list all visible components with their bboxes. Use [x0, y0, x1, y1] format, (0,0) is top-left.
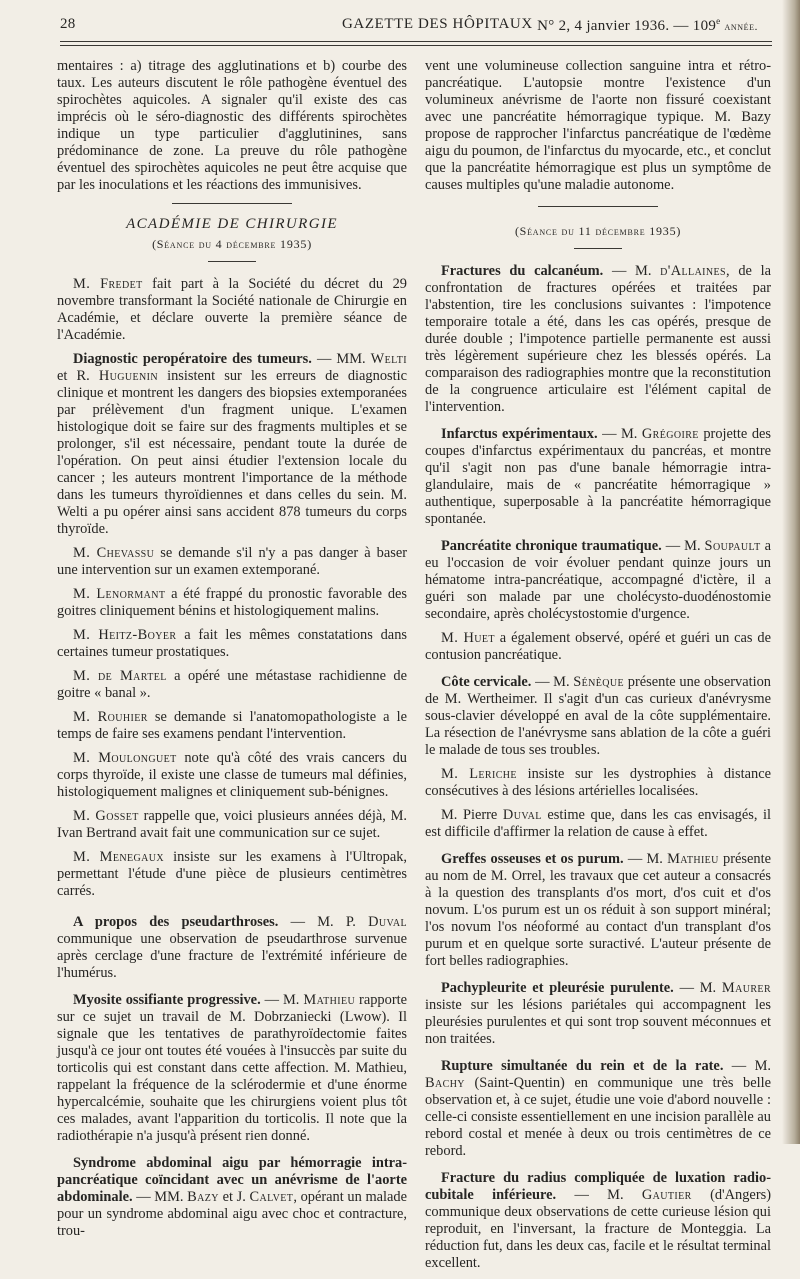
paragraph-text: a eu l'occasion de voir évoluer pendant quinze jours un hématome intra-pancréatique, accompagné d'ictère, il a guéri son malade par une cholécysto-duodénostomie secondaire, après cholécystostomie d'urgence. [425, 538, 771, 622]
section-title: ACADÉMIE DE CHIRURGIE [126, 216, 338, 232]
paragraph-de-martel [57, 668, 407, 702]
paragraph-diagnostic [57, 351, 407, 538]
paragraph-text: note qu'à côté des vrais cancers du corps thyroïde, il existe une classe de tumeurs mal définies, histologiquement malignes et cliniquement sub-bénignes. [57, 750, 407, 800]
paragraph-rouhier [57, 709, 407, 743]
left-column [57, 58, 407, 1247]
paragraph-text: communique une observation de pseudarthrose survenue après cerclage d'une fracture de l'extrémité inférieure de l'humérus. [57, 931, 407, 981]
paragraph-text: se demande si l'anatomopathologiste a le temps de faire ses examens pendant l'intervention. [57, 709, 407, 742]
speaker-name: M. Fredet [73, 276, 143, 292]
speaker-name: M. Heitz-Boyer [73, 627, 177, 643]
seance-label: Séance du 11 décembre 1935 [519, 224, 677, 238]
seance-separator [208, 261, 256, 262]
speaker-name: Calvet [249, 1189, 294, 1205]
page-number: 28 [60, 16, 76, 32]
journal-title: GAZETTE DES HÔPITAUX [342, 16, 533, 32]
issue-info [537, 16, 758, 35]
paragraph-rupture [425, 1058, 771, 1160]
paragraph-continuation: vent une volumineuse collection sanguine intra et rétro-pancréatique. L'autopsie montre l'existence d'un volumineux anévrisme de l'aorte non fissuré coexistant avec une pancréatite hémorragique typique. M. Bazy propose de rapprocher l'infarctus pancréatique de l'œdème aigu du poumon, de l'infarctus du myocarde, etc., et conclut que la pancréatite hémorragique est plus un symptôme de causes multiples qu'une maladie autonome. [425, 58, 771, 193]
header-rule-top [60, 41, 772, 42]
issue-annee: année. [724, 21, 758, 33]
speaker-name: Bazy [187, 1189, 219, 1205]
text-fragment: — MM. [132, 1189, 188, 1205]
paragraph-text: a également observé, opéré et guéri un cas de contusion pancréatique. [425, 630, 772, 663]
paragraph-pancreatite [425, 538, 771, 623]
seance-paren-open: ( [152, 237, 157, 251]
speaker-name: M. Menegaux [73, 849, 165, 865]
text-fragment: — M. [623, 851, 668, 867]
speaker-name: M. Chevassu [73, 545, 155, 561]
seance-paren-close: ) [307, 237, 312, 251]
speaker-name: Sénèque [573, 674, 625, 690]
seance-heading [425, 223, 771, 240]
paragraph-text: projette des coupes d'infarctus expérimentaux du pancréas, et montre qu'il s'agit non pas d'une banale hémorragie intra-glandulaire, mais de « pancréatite hémorragique » authentique, superposable à la pancréatite hémorragique spontanée. [425, 426, 771, 527]
paragraph-myosite [57, 992, 407, 1145]
paragraph-pierre-duval [425, 807, 771, 841]
paragraph-greffes [425, 851, 771, 970]
speaker-name: M. de Martel [73, 668, 167, 684]
seance-paren-open: ( [514, 224, 520, 238]
speaker-name: M. Rouhier [73, 709, 148, 725]
text-fragment: — M. [531, 674, 574, 690]
paragraph-menegaux [57, 849, 407, 900]
paragraph-moulonguet [57, 750, 407, 801]
subsection-title: Syndrome abdominal aigu par hémorragie intra-pancréatique coïncidant avec un anévrisme de l'aorte abdominale. [57, 1155, 407, 1205]
issue-date: N° 2, 4 janvier 1936. — 109 [537, 18, 717, 34]
paragraph-text: , de la confrontation de fractures opérées et traitées par l'abstention, tire les conclusions suivantes : l'impotence temporaire totale a été, dans les cas opérés, presque de durée double ; l'impotence partielle permanente est aussi très légèrement supérieure chez les blessés opérés. La comparaison des radiographies montre que la reconstitution de la congruence articulaire est l'élément capital de l'intervention. [425, 263, 771, 415]
paragraph-cote-cervicale [425, 674, 771, 759]
speaker-name: Duval [368, 914, 408, 930]
subsection-title: Diagnostic peropératoire des tumeurs. [73, 351, 312, 367]
speaker-name: Mathieu [667, 851, 719, 867]
speaker-name: M. Lenormant [73, 586, 166, 602]
subsection-title: Fractures du calcanéum. [441, 263, 604, 279]
text-fragment: — MM. [311, 351, 371, 367]
paragraph-text: , opérant un malade pour un syndrome abdominal aigu avec choc et contracture, trou- [57, 1189, 407, 1239]
subsection-title: Pachypleurite et pleurésie purulente. [441, 980, 674, 996]
text-fragment: et J. [218, 1189, 250, 1205]
paragraph-text: (Saint-Quentin) en communique une très belle observation et, à ce sujet, étudie une voie d'abord nouvelle : celle-ci consiste essentiellement en une incision parallèle au rebord costal et menée à deux ou trois centimètres de ce rebord. [425, 1075, 771, 1159]
paragraph-continuation: mentaires : a) titrage des agglutinations et b) courbe des taux. Les auteurs discutent le rôle pathogène éventuel des spirochètes aquicoles. A signaler qu'il existe des cas imprécis où le séro-diagnostic des différents spirochètes indique un type particulier d'agglutinines, sans prédominance de zone. La preuve du rôle pathogène éventuel des spirochètes aquicoles ne peut être acquise que par les inoculations et les réactions des immunisives. [57, 58, 407, 193]
paragraph-text: présente une observation de M. Wertheimer. Il s'agit d'un cas curieux d'anévrysme sous-clavier développé en aval de la côte supplémentaire. La résection de l'anévrysme sans ablation de la côte a guéri le malade de tous ses troubles. [425, 674, 772, 758]
paragraph-text: rappelle que, voici plusieurs années déjà, M. Ivan Bertrand avait fait une communication sur ce sujet. [57, 808, 408, 841]
paragraph-text: rapporte sur ce sujet un travail de M. Dobrzaniecki (Lwow). Il signale que les tentatives de parathyroïdectomie faites jusqu'à ce jour ont toutes été vouées à l'insuccès par suite du torticolis qui est constant dans cette affection. M. Mathieu, rappelant la fréquence de la sclérodermie et d'une énorme hypercalcémie, souhaite que les chirurgiens voient plus tôt ces malades, avant l'apparition du torticolis. Il note que la radiothérapie n'a jusqu'à présent rien donné. [57, 992, 407, 1144]
seance-heading [57, 236, 407, 253]
speaker-name: Grégoire [641, 426, 699, 442]
text-fragment: — M. [260, 992, 304, 1008]
subsection-title: Infarctus expérimentaux. [441, 426, 598, 442]
paragraph-infarctus [425, 426, 771, 528]
text-fragment: — M. [603, 263, 661, 279]
paragraph-text: insiste sur les examens à l'Ultropak, permettant l'étude d'une pièce de plusieurs centimètres carrés. [57, 849, 408, 899]
speaker-name: Gautier [641, 1187, 692, 1203]
paragraph-text: présente au nom de M. Orrel, les travaux que cet auteur a consacrés à la question des transplants d'os mort, d'os cuit et d'os novum. L'os purum est un os réduit à son support minéral; l'os novum l'os néoformé au contact d'un transplant d'os purum et en quelque sorte suractivé. L'auteur présente de fort belles radiographies. [425, 851, 771, 969]
paragraph-pseudarthroses [57, 914, 407, 982]
subsection-title: Côte cervicale. [441, 674, 532, 690]
paragraph-text: insiste sur les lésions pariétales qui accompagnent les pleurésies purulentes et qui sont trop souvent méconnues et non traitées. [425, 997, 771, 1047]
header-rule-bottom [60, 45, 772, 46]
paragraph-heitz-boyer [57, 627, 407, 661]
text-fragment: — M. [661, 538, 705, 554]
speaker-name: M. Moulonguet [73, 750, 177, 766]
speaker-name: Maurer [721, 980, 772, 996]
text-fragment: M. Pierre [441, 807, 503, 823]
subsection-title: Myosite ossifiante progressive. [73, 992, 261, 1008]
speaker-name: Duval [502, 807, 542, 823]
seance-label: Séance du 4 décembre 1935 [156, 237, 308, 251]
subsection-title: Fracture du radius compliquée de luxation radio-cubitale inférieure. [425, 1170, 771, 1203]
speaker-name: Soupault [704, 538, 761, 554]
paragraph-calcaneum [425, 263, 771, 416]
paragraph-text: a opéré une métastase rachidienne de goitre « banal ». [57, 668, 407, 701]
paragraph-text: insistent sur les erreurs de diagnostic clinique et montrent les dangers des biopsies extemporanées par prélèvement d'un fragment unique. L'examen histologique doit se faire sur des fragments multiples et se prolonger, s'il est nécessaire, pendant toute la durée de l'opération. On peut ainsi étudier l'extension locale du cancer ; les auteurs montrent l'importance de la méthode dans les tumeurs thyroïdiennes et dans celles du sein. M. Welti a pu opérer ainsi sans accident 878 tumeurs du corps thyroïde. [57, 368, 407, 537]
paragraph-fracture-radius [425, 1170, 771, 1272]
subsection-title: A propos des pseudarthroses. [73, 914, 279, 930]
subsection-title: Pancréatite chronique traumatique. [441, 538, 662, 554]
issue-superscript: e [716, 16, 721, 26]
speaker-name: Mathieu [303, 992, 356, 1008]
paragraph-text: insiste sur les dystrophies à distance consécutives à des lésions artérielles localisées. [425, 766, 772, 799]
text-fragment: et R. [57, 368, 99, 384]
text-fragment: — M. P. [278, 914, 369, 930]
section-separator [172, 203, 292, 204]
paragraph-text: a été frappé du pronostic favorable des goitres cliniquement bénins et histologiquement malins. [57, 586, 407, 619]
page-header [60, 16, 772, 38]
paragraph-pachypleurite [425, 980, 771, 1048]
paragraph-huet [425, 630, 771, 664]
paragraph-text: a fait les mêmes constatations dans certaines tumeur prostatiques. [57, 627, 407, 660]
subsection-title: Rupture simultanée du rein et de la rate. [441, 1058, 724, 1074]
section-separator [538, 206, 658, 207]
speaker-name: Welti [370, 351, 407, 367]
speaker-name: M. Gosset [73, 808, 139, 824]
speaker-name: Huguenin [98, 368, 158, 384]
paragraph-syndrome [57, 1155, 407, 1240]
text-fragment: — M. [556, 1187, 642, 1203]
paragraph-text: se demande s'il n'y a pas danger à baser une intervention sur un examen extemporané. [57, 545, 407, 578]
text-fragment: — M. [723, 1058, 771, 1074]
paragraph-text: estime que, dans les cas envisagés, il est difficile d'affirmer la relation de cause à effet. [425, 807, 772, 840]
paragraph-leriche [425, 766, 771, 800]
paragraph-chevassu [57, 545, 407, 579]
paragraph-text: fait part à la Société du décret du 29 novembre transformant la Société nationale de Chirurgie en Académie, et déclare ouverte la première séance de l'Académie. [57, 276, 407, 343]
paragraph-lenormant [57, 586, 407, 620]
seance-paren-close: ) [676, 224, 682, 238]
text-fragment: — M. [673, 980, 722, 996]
speaker-name: M. Leriche [441, 766, 517, 782]
speaker-name: d'Allaines [660, 263, 727, 279]
speaker-name: Bachy [425, 1075, 465, 1091]
right-column [425, 58, 771, 1279]
paragraph-text: (d'Angers) communique deux observations de cette curieuse lésion qui reproduit, en l'inversant, la fracture de Monteggia. La réduction fut, dans les deux cas, facile et le résultat terminal excellent. [425, 1187, 771, 1271]
seance-separator [574, 248, 622, 249]
speaker-name: M. Huet [441, 630, 495, 646]
text-fragment: — M. [597, 426, 642, 442]
subsection-title: Greffes osseuses et os purum. [441, 851, 624, 867]
page-edge-shadow [782, 0, 800, 1144]
paragraph-gosset [57, 808, 407, 842]
paragraph-fredet [57, 276, 407, 344]
